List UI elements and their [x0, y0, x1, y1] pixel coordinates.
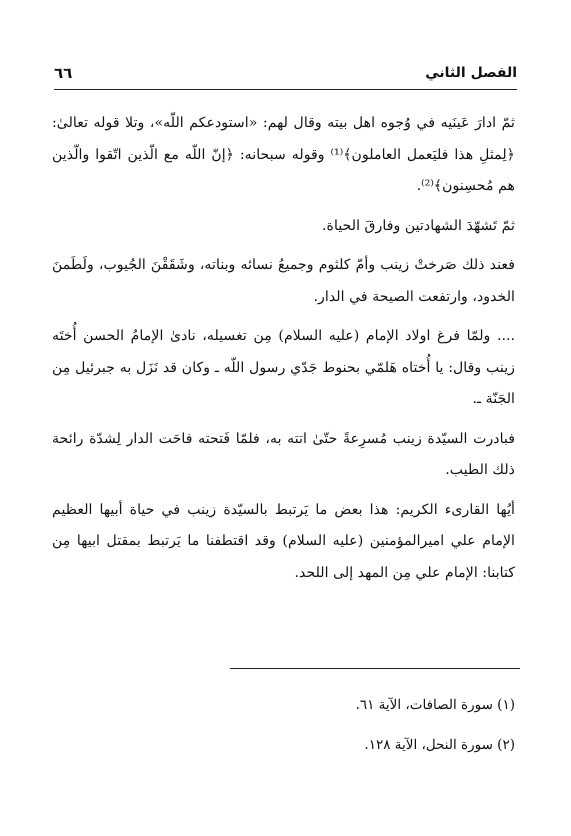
footnote: (١) سورة الصافات، الآية ٦١.	[355, 697, 515, 713]
paragraph: فبادرت السيّدة زينب مُسرِعةً حتّىٰ اتته به، فلمّا فَتحته فاحَت الدار لِشدّة رائحة ذلك الطيب.	[52, 430, 515, 478]
footnote-separator	[230, 668, 520, 669]
footnote: (٢) سورة النحل، الآية ١٢٨.	[364, 737, 515, 753]
chapter-title: الفصل الثاني	[425, 65, 517, 81]
body-text	[52, 108, 515, 597]
paragraph: ثمّ تَشهّدَ الشهادتين وفارقَ الحياة.	[322, 217, 515, 234]
header-rule	[54, 89, 517, 90]
running-header	[54, 62, 517, 84]
footnotes	[52, 685, 515, 765]
paragraph: ثمّ ادارَ عَينَيه في وُجوه اهل بيته وقال لهم: «استودعكم اللّه»، وتلا قوله تعالىٰ: ﴿لِمثلِ هذا فليَعمل العاملون﴾⁽¹⁾ وقوله سبحانه: ﴿إنّ اللّه مع الّذين اتّقوا والّذين هم مُحسِنون﴾⁽²⁾.	[52, 115, 515, 194]
page-number: ٦٦	[54, 64, 73, 82]
paragraph: .... ولمّا فرغ اولاد الإمام (عليه السلام) مِن تغسيله، نادىٰ الإمامُ الحسن أُختَه زينب وقال: يا أُختاه هَلمّي بحنوط جَدّي رسول اللّه ـ وكان قد نَزَل به جبرئيل مِن الجَنّة ـ.	[52, 328, 515, 407]
paragraph: فعند ذلك صَرختْ زينب وأمّ كلثوم وجميعُ نسائه وبناته، وشَقَقْنَ الجُيوب، ولَطَمنَ الخدود، وارتفعت الصيحة في الدار.	[52, 257, 515, 305]
paragraph: أيُها القارىء الكريم: هذا بعض ما يَرتبط بالسيّدة زينب في حياة أبيها العظيم الإمام علي اميرالمؤمنين (عليه السلام) وقد اقتطفنا ما يَرتبط بمقتل ابيها مِن كتابنا: الإمام علي مِن المهد إلى اللحد.	[52, 501, 515, 581]
